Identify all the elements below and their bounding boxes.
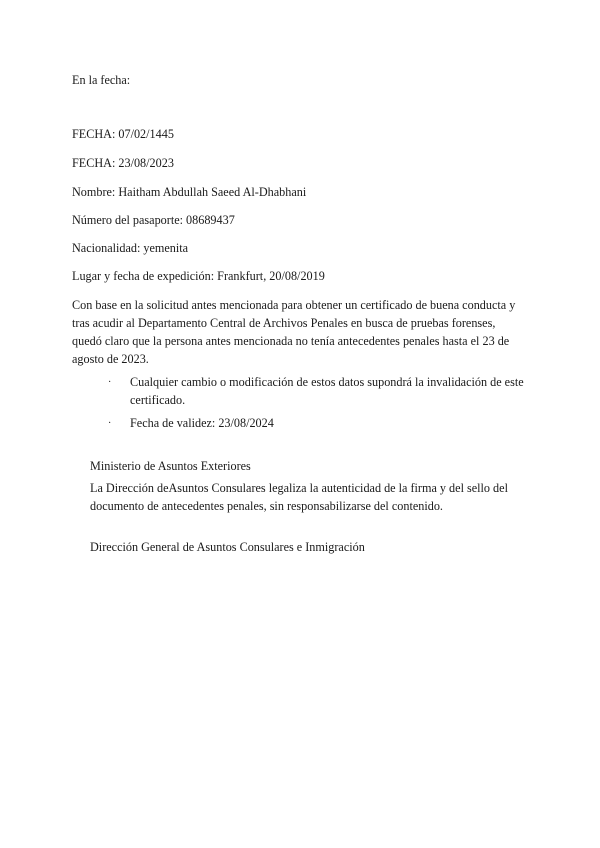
list-item: [108, 415, 528, 433]
fecha-hijri: FECHA: 07/02/1445: [72, 127, 174, 141]
bullet-icon: ·: [108, 418, 112, 430]
nacionalidad-field: Nacionalidad: yemenita: [72, 241, 189, 255]
lugar-fecha-field: Lugar y fecha de expedición: Frankfurt, 20/08/2019: [72, 269, 325, 283]
legalization-paragraph: La Dirección deAsuntos Consulares legaliza la autenticidad de la firma y del sello del documento de antecedentes penales, sin responsabilizarse del contenido.: [90, 481, 508, 514]
pasaporte-field: Número del pasaporte: 08689437: [72, 213, 235, 227]
date-intro: En la fecha:: [72, 73, 131, 87]
statement-paragraph: Con base en la solicitud antes mencionada para obtener un certificado de buena conducta y tras acudir al Departamento Central de Archivos Penales en busca de pruebas forenses, quedó claro que la persona antes mencionada no tenía antecedentes penales hasta el 23 de agosto de 2023.: [72, 298, 516, 367]
department-title: Dirección General de Asuntos Consulares e Inmigración: [90, 540, 365, 554]
fecha-gregorian: FECHA: 23/08/2023: [72, 156, 174, 170]
nombre-field: Nombre: Haitham Abdullah Saeed Al-Dhabhani: [72, 185, 307, 199]
bullet-icon: ·: [108, 377, 112, 388]
note-text: Cualquier cambio o modificación de estos datos supondrá la invalidación de este certificado.: [130, 375, 524, 407]
notes-list: [108, 374, 528, 439]
list-item: [108, 374, 528, 409]
ministry-title: Ministerio de Asuntos Exteriores: [90, 459, 251, 473]
note-text: Fecha de validez: 23/08/2024: [130, 416, 274, 431]
